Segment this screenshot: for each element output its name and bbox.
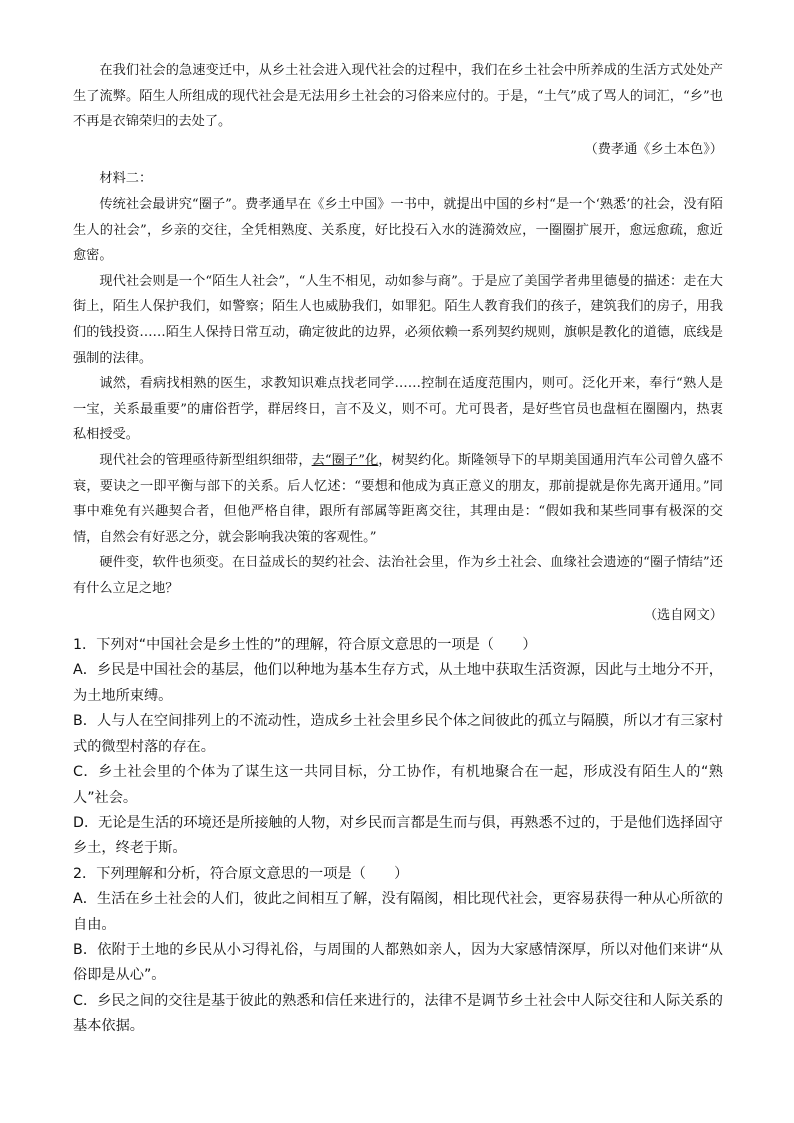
material2-source: （选自网文） xyxy=(643,608,723,624)
material2-paragraph-4 xyxy=(73,448,723,550)
question-2-option-c: C．乡民之间的交往是基于彼此的熟悉和信任来进行的，法律不是调节乡土社会中人际交往和人际关系的基本依据。 xyxy=(73,992,723,1035)
paragraph-4-text-end: ，树契约化。斯隆领导下的早期美国通用汽车公司曾久盛不衰，要诀之一即平衡与部下的关系。后人忆述：“要想和他成为真正意义的朋友，那前提就是你先离开通用。”同事中难免有兴趣契合者，但他严格自律，跟所有部属等距离交往，其理由是：“假如我和某些同事有极深的交情，自然会有好恶之分，就会影响我决策的客观性。” xyxy=(73,452,724,545)
question-2-stem: 2．下列理解和分析，符合原文意思的一项是（ ） xyxy=(73,865,409,882)
material2-paragraph-3: 诚然，看病找相熟的医生，求教知识难点找老同学……控制在适度范围内，则可。泛化开来，奉行“熟人是一宝，关系最重要”的庸俗哲学，群居终日，言不及义，则不可。尤可畏者，是好些官员也盘桓在圈圈内，热衷私相授受。 xyxy=(73,376,723,443)
question-1-option-b: B．人与人在空间排列上的不流动性，造成乡土社会里乡民个体之间彼此的孤立与隔膜，所以才有三家村式的微型村落的存在。 xyxy=(73,713,723,755)
page-content xyxy=(73,58,723,1040)
material2-paragraph-1: 传统社会最讲究“圈子”。费孝通早在《乡土中国》一书中，就提出中国的乡村“是一个‘熟悉’的社会，没有陌生人的社会”，乡亲的交往，全凭相熟度、关系度，好比投石入水的涟漪效应，一圈圈扩展开，愈远愈疏，愈近愈密。 xyxy=(73,196,723,264)
question-2-option-a: A．生活在乡土社会的人们，彼此之间相互了解，没有隔阂，相比现代社会，更容易获得一种从心所欲的自由。 xyxy=(73,891,723,933)
material1-paragraph: 在我们社会的急速变迁中，从乡土社会进入现代社会的过程中，我们在乡土社会中所养成的生活方式处处产生了流弊。陌生人所组成的现代社会是无法用乡土社会的习俗来应付的。于是，“土气”成了骂人的词汇，“乡”也不再是衣锦荣归的去处了。 xyxy=(73,63,723,130)
question-1-option-a: A．乡民是中国社会的基层，他们以种地为基本生存方式，从土地中获取生活资源，因此与土地分不开，为土地所束缚。 xyxy=(73,662,723,704)
question-1-option-d: D．无论是生活的环境还是所接触的人物，对乡民而言都是生而与俱，再熟悉不过的，于是他们选择固守乡土，终老于斯。 xyxy=(73,814,723,857)
question-2-option-b: B．依附于土地的乡民从小习得礼俗，与周围的人都熟如亲人，因为大家感情深厚，所以对他们来讲“从俗即是从心”。 xyxy=(73,941,723,984)
material2-paragraph-2: 现代社会则是一个“陌生人社会”，“人生不相见，动如参与商”。于是应了美国学者弗里德曼的描述：走在大街上，陌生人保护我们，如警察；陌生人也威胁我们，如罪犯。陌生人教育我们的孩子，建筑我们的房子，用我们的钱投资……陌生人保持日常互动，确定彼此的边界，必须依赖一系列契约规则，旗帜是教化的道德，底线是强制的法律。 xyxy=(73,273,723,366)
material2-paragraph-5: 硬件变，软件也须变。在日益成长的契约社会、法治社会里，作为乡土社会、血缘社会遗迹的“圈子情结”还有什么立足之地？ xyxy=(73,555,723,596)
questions-section xyxy=(73,633,723,1040)
paragraph-4-text-start: 现代社会的管理亟待新型组织细带， xyxy=(99,452,312,468)
reading-material xyxy=(73,58,723,629)
material1-source: （费孝通《乡土本色》） xyxy=(584,141,723,157)
question-1-option-c: C．乡土社会里的个体为了谋生这一共同目标，分工协作，有机地聚合在一起，形成没有陌生人的“熟人”社会。 xyxy=(73,764,723,806)
underlined-phrase: 去“圈子”化 xyxy=(311,452,379,468)
material2-heading: 材料二： xyxy=(99,171,153,187)
question-1-stem: 1．下列对“中国社会是乡土性的”的理解，符合原文意思的一项是（ ） xyxy=(73,637,537,654)
